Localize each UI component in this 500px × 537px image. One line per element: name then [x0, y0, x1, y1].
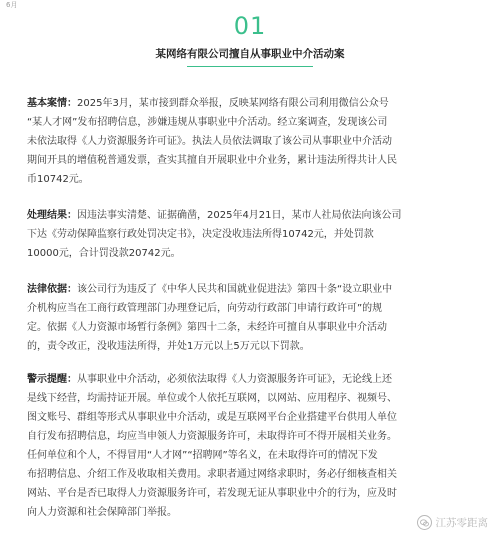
section-text: 该公司行为违反了《中华人民共和国就业促进法》第四十条“设立职业中 介机构应当在工商行政管理部门办理登记后，向劳动行政部门申请行政许可”的规 定。依据《人力资源市场暂行条例》第四十二条，未经许可擅自从事职业中介活动 的，责令改正，没收违法所得，并处1万元以上5万元以下罚款。	[27, 284, 393, 352]
case-number: 01	[233, 12, 267, 40]
watermark-text: 江苏零距离	[435, 517, 488, 529]
section-text: 因违法事实清楚、证据确凿，2025年4月21日，某市人社局依法向该公司 下达《劳动保障监察行政处罚决定书》，决定没收违法所得10742元，并处罚款 10000元，合计罚没款20742元。	[27, 210, 402, 259]
section-label: 基本案情：	[27, 98, 77, 109]
title-underline	[187, 66, 313, 67]
case-title: 某网络有限公司擅自从事职业中介活动案	[155, 48, 345, 60]
wechat-icon	[417, 515, 432, 530]
corner-mark: 6月	[6, 1, 18, 9]
section-handling-result	[27, 206, 475, 263]
section-label: 处理结果：	[27, 210, 77, 221]
section-warning-reminder	[27, 370, 475, 522]
section-label: 警示提醒：	[27, 374, 77, 385]
section-label: 法律依据：	[27, 284, 77, 295]
watermark	[417, 515, 489, 530]
section-text: 从事职业中介活动，必须依法取得《人力资源服务许可证》，无论线上还 是线下经营，均需持证开展。单位或个人依托互联网，以网站、应用程序、视频号、 图文账号、群组等形式从事职业中介活动，或是互联网平台企业搭建平台供用人单位 自行发布招聘信息，均应当申领人力资源服务许可，未取得许可不得开展相关业务。 任何单位和个人，不得冒用“人才网”“招聘网”等名义，在未取得许可的情况下发 布招聘信息、介绍工作及收取相关费用。求职者通过网络求职时，务必仔细核查相关 网站、平台是否已取得人力资源服务许可，若发现无证从事职业中介的行为，应及时 向人力资源和社会保障部门举报。	[27, 374, 397, 518]
section-basic-facts	[27, 94, 475, 189]
section-legal-basis	[27, 280, 475, 356]
section-text: 2025年3月，某市接到群众举报，反映某网络有限公司利用微信公众号 “某人才网”发布招聘信息，涉嫌违规从事职业中介活动。经立案调查，发现该公司 未依法取得《人力资源服务许可证》。执法人员依法调取了该公司从事职业中介活动 期间开具的增值税普通发票，查实其擅自开展职业中介业务，累计违法所得共计人民 币10742元。	[27, 98, 397, 185]
